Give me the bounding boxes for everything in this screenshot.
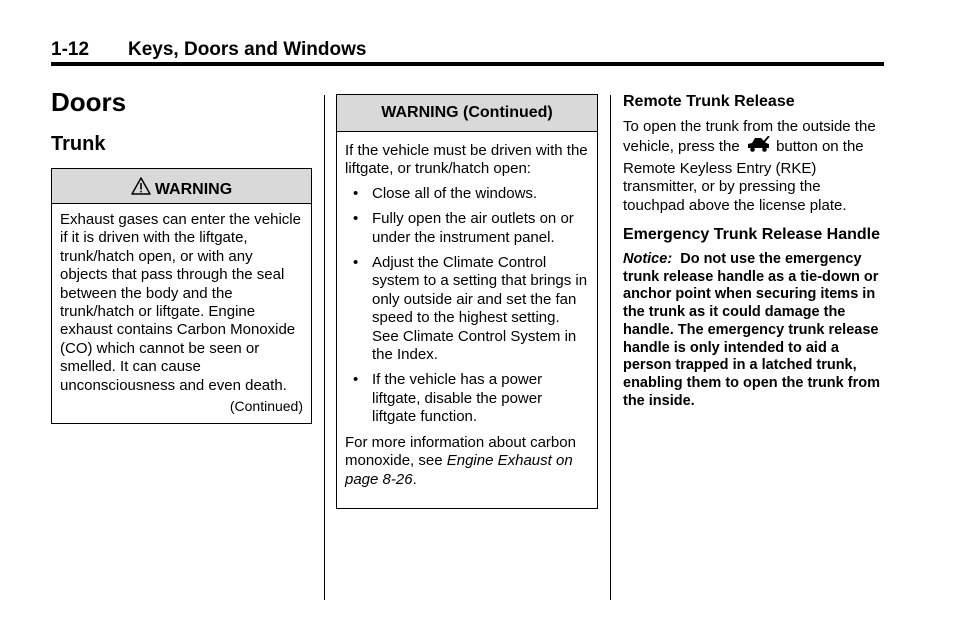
bullet-icon: • [353, 254, 359, 272]
more-info-text: For more information about carbon monoxide, see Engine Exhaust on page 8-26. [345, 433, 576, 488]
bullet-icon: • [353, 371, 359, 389]
warning-box [51, 168, 312, 424]
notice-label: Notice: [623, 251, 673, 268]
remote-trunk-release-text: To open the trunk from the outside the vehicle, press the button on the Remote Keyless Entry (RKE) transmitter, or by pressing the touchpad above the license plate. [623, 118, 876, 214]
warning-continued-body [337, 132, 597, 489]
section-title: Keys, Doors and Windows [128, 39, 367, 60]
list-item: • Fully open the air outlets on or under the instrument panel. [353, 210, 574, 246]
right-column [623, 92, 885, 410]
list-item: • Adjust the Climate Control system to a setting that brings in only outside air and set the fan speed to the highest setting. See Climate Control System in the Index. [353, 254, 588, 364]
doors-heading: Doors [51, 87, 127, 117]
warning-body [52, 204, 311, 415]
cross-reference-link[interactable]: Engine Exhaust on page 8-26 [345, 452, 573, 488]
remote-trunk-release-heading: Remote Trunk Release [623, 93, 795, 110]
continued-label: (Continued) [229, 398, 303, 415]
warning-intro: If the vehicle must be driven with the liftgate, or trunk/hatch open: [345, 142, 588, 178]
warning-header [52, 169, 311, 204]
page-number: 1-12 [51, 39, 90, 60]
warning-continued-box [336, 94, 598, 509]
bullet-icon: • [353, 184, 359, 202]
page-header [51, 39, 884, 61]
trunk-release-icon [746, 136, 770, 159]
notice-text: Notice: Do not use the emergency trunk release handle as a tie-down or anchor point when securing items in the trunk as it could damage the handle. The emergency trunk release handle is only intended to aid a person trapped in a latched trunk, enabling them to open the trunk from the inside. [623, 251, 880, 409]
emergency-trunk-release-heading: Emergency Trunk Release Handle [623, 226, 880, 244]
bullet-icon: • [353, 210, 359, 228]
column-divider-1 [324, 95, 325, 600]
column-divider-2 [610, 95, 611, 600]
warning-triangle-icon [131, 177, 151, 201]
trunk-heading: Trunk [51, 133, 106, 155]
warning-text: Exhaust gases can enter the vehicle if it is driven with the liftgate, trunk/hatch open, or with any objects that pass through the seal between the body and the trunk/hatch or liftgate. Engine exhaust contains Carbon Monoxide (CO) which cannot be seen or smelled. It can cause unconsciousness and even death. [60, 211, 301, 394]
warning-title: WARNING [154, 181, 233, 198]
list-item: • If the vehicle has a power liftgate, disable the power liftgate function. [353, 371, 543, 426]
list-item: • Close all of the windows. [353, 184, 538, 202]
warning-bullet-list [345, 185, 589, 427]
header-rule [51, 62, 884, 66]
warning-continued-header: WARNING (Continued) [337, 95, 597, 132]
